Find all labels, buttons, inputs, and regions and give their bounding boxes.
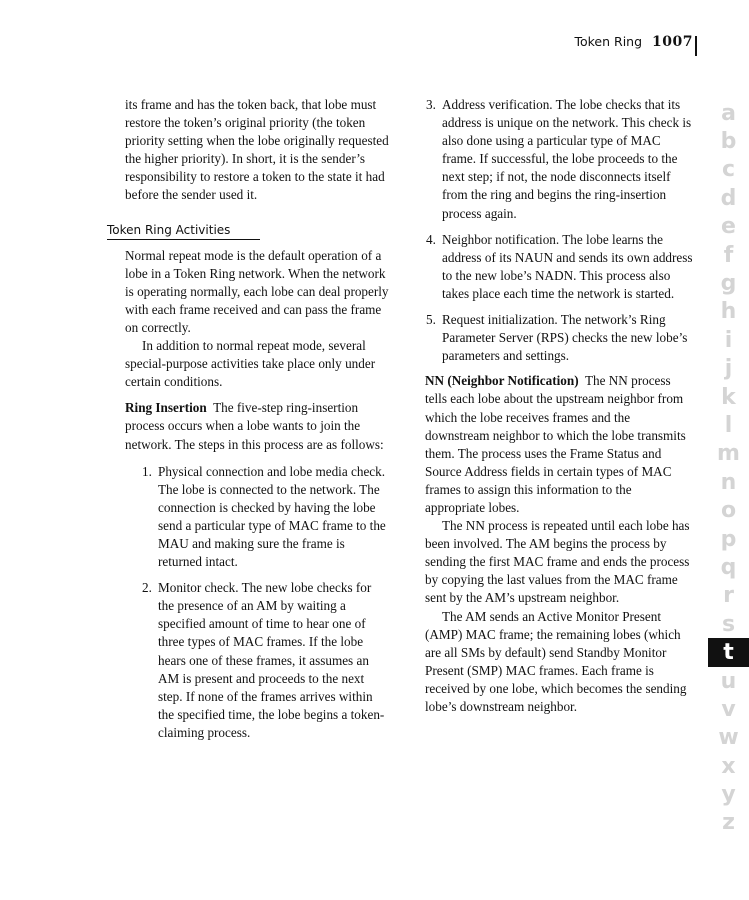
thumb-tab-k: k — [721, 384, 736, 410]
paragraph: Normal repeat mode is the default operation of a lobe in a Token Ring network. When the network is operating normally, each lobe can deal properly with each frame received and can pass the frame on correctly. — [125, 247, 389, 335]
list-item — [408, 311, 693, 365]
thumb-tab-l: l — [724, 412, 733, 438]
paragraph: The NN process is repeated until each lobe has been involved. The AM begins the process by sending the first MAC frame and ends the process by copying the last values from the MAC frame sent by the AM’s upstream neighbor. — [425, 518, 690, 606]
thumb-tab-s: s — [721, 611, 736, 637]
intro-paragraph: its frame and has the token back, that lobe must restore the token’s original priority (the token priority setting when the lobe originally requested the higher priority). In short, it is the sender’s responsibility to restore a token to the state it had before the sender used it. — [125, 97, 389, 203]
step-text: Monitor check. The new lobe checks for the presence of an AM by waiting a specified amount of time to hear one of three types of MAC frames. If the lobe hears one of these frames, it assumes an AM is present and proceeds to the next step. If none of the frames arrives within the specified time, the lobe begins a token-claiming process. — [158, 580, 385, 740]
nn-paragraph — [425, 372, 693, 517]
thumb-tab-h: h — [720, 299, 737, 325]
thumb-tab-m: m — [717, 441, 740, 467]
thumb-tab-e: e — [721, 214, 736, 240]
steps-list — [408, 96, 693, 365]
nn-text: The NN process tells each lobe about the upstream neighbor from which the lobe receives frames and the downstream neighbor to which the lobe transmits them. The process uses the Frame Status and Source Address fields in certain types of MAC frames to assign this information to the appropriate lobes. — [425, 373, 686, 515]
thumb-tab-y: y — [721, 782, 736, 808]
page-number: 1007 — [652, 34, 693, 50]
ring-insertion-paragraph — [125, 399, 390, 453]
paragraph: In addition to normal repeat mode, several special-purpose activities take place only under certain conditions. — [125, 338, 376, 390]
step-number: 1. — [142, 463, 152, 479]
thumb-tab-w: w — [718, 725, 739, 751]
step-text: Physical connection and lobe media check. The lobe is connected to the network. The connection is checked by having the lobe send a particular type of MAC frame to the MAU and making sure the frame is returned intact. — [158, 463, 386, 570]
thumb-tab-n: n — [720, 469, 737, 495]
header-rule — [695, 36, 697, 56]
steps-list — [125, 463, 390, 742]
list-item — [408, 96, 693, 223]
thumb-tab-d: d — [720, 185, 737, 211]
thumb-tab-r: r — [723, 583, 734, 609]
run-in-heading: Ring Insertion — [125, 400, 207, 416]
section-heading: Token Ring Activities — [107, 222, 260, 240]
thumb-tab-x: x — [721, 753, 736, 779]
step-number: 3. — [426, 97, 436, 112]
thumb-index — [708, 99, 749, 837]
thumb-tab-g: g — [720, 271, 737, 297]
thumb-tab-z: z — [722, 810, 735, 836]
thumb-tab-i: i — [724, 327, 733, 353]
run-in-heading: NN (Neighbor Notification) — [425, 373, 579, 389]
header-title: Token Ring — [574, 34, 643, 49]
thumb-tab-v: v — [721, 696, 736, 722]
thumb-tab-j: j — [724, 356, 733, 382]
thumb-tab-p: p — [720, 526, 737, 552]
thumb-tab-o: o — [720, 498, 737, 524]
step-text: Address verification. The lobe checks that its address is unique on the network. This check is also done using a particular type of MAC frame. If successful, the lobe proceeds to the next step; if not, the node disconnects itself from the ring and begins the ring-insertion process again. — [442, 97, 692, 221]
right-column — [425, 96, 693, 716]
thumb-tab-u: u — [720, 668, 737, 694]
paragraph: The AM sends an Active Monitor Present (AMP) MAC frame; the remaining lobes (which are all SMs by default) send Standby Monitor Present (SMP) MAC frames. Each frame is received by one lobe, which becomes the sending lobe’s downstream neighbor. — [425, 608, 687, 714]
step-number: 4. — [426, 231, 436, 247]
thumb-tab-f: f — [723, 242, 734, 268]
thumb-tab-c: c — [721, 157, 736, 183]
running-header — [574, 34, 693, 50]
step-text: Request initialization. The network’s Ring Parameter Server (RPS) checks the new lobe’s parameters and settings. — [442, 312, 688, 364]
list-item — [125, 579, 390, 742]
left-column — [107, 96, 390, 750]
thumb-tab-q: q — [720, 554, 737, 580]
thumb-tab-b: b — [720, 129, 737, 155]
list-item — [125, 463, 390, 572]
thumb-tab-t: t — [708, 638, 749, 666]
step-number: 5. — [426, 312, 436, 328]
thumb-tab-a: a — [721, 100, 736, 126]
step-text: Neighbor notification. The lobe learns the address of its NAUN and sends its own address to the new lobe’s NADN. This process also takes place each time the network is started. — [442, 231, 693, 301]
ring-insertion-text: The five-step ring-insertion process occurs when a lobe wants to join the network. The steps in this process are as follows: — [125, 400, 384, 452]
list-item — [408, 231, 693, 303]
step-number: 2. — [142, 580, 152, 596]
